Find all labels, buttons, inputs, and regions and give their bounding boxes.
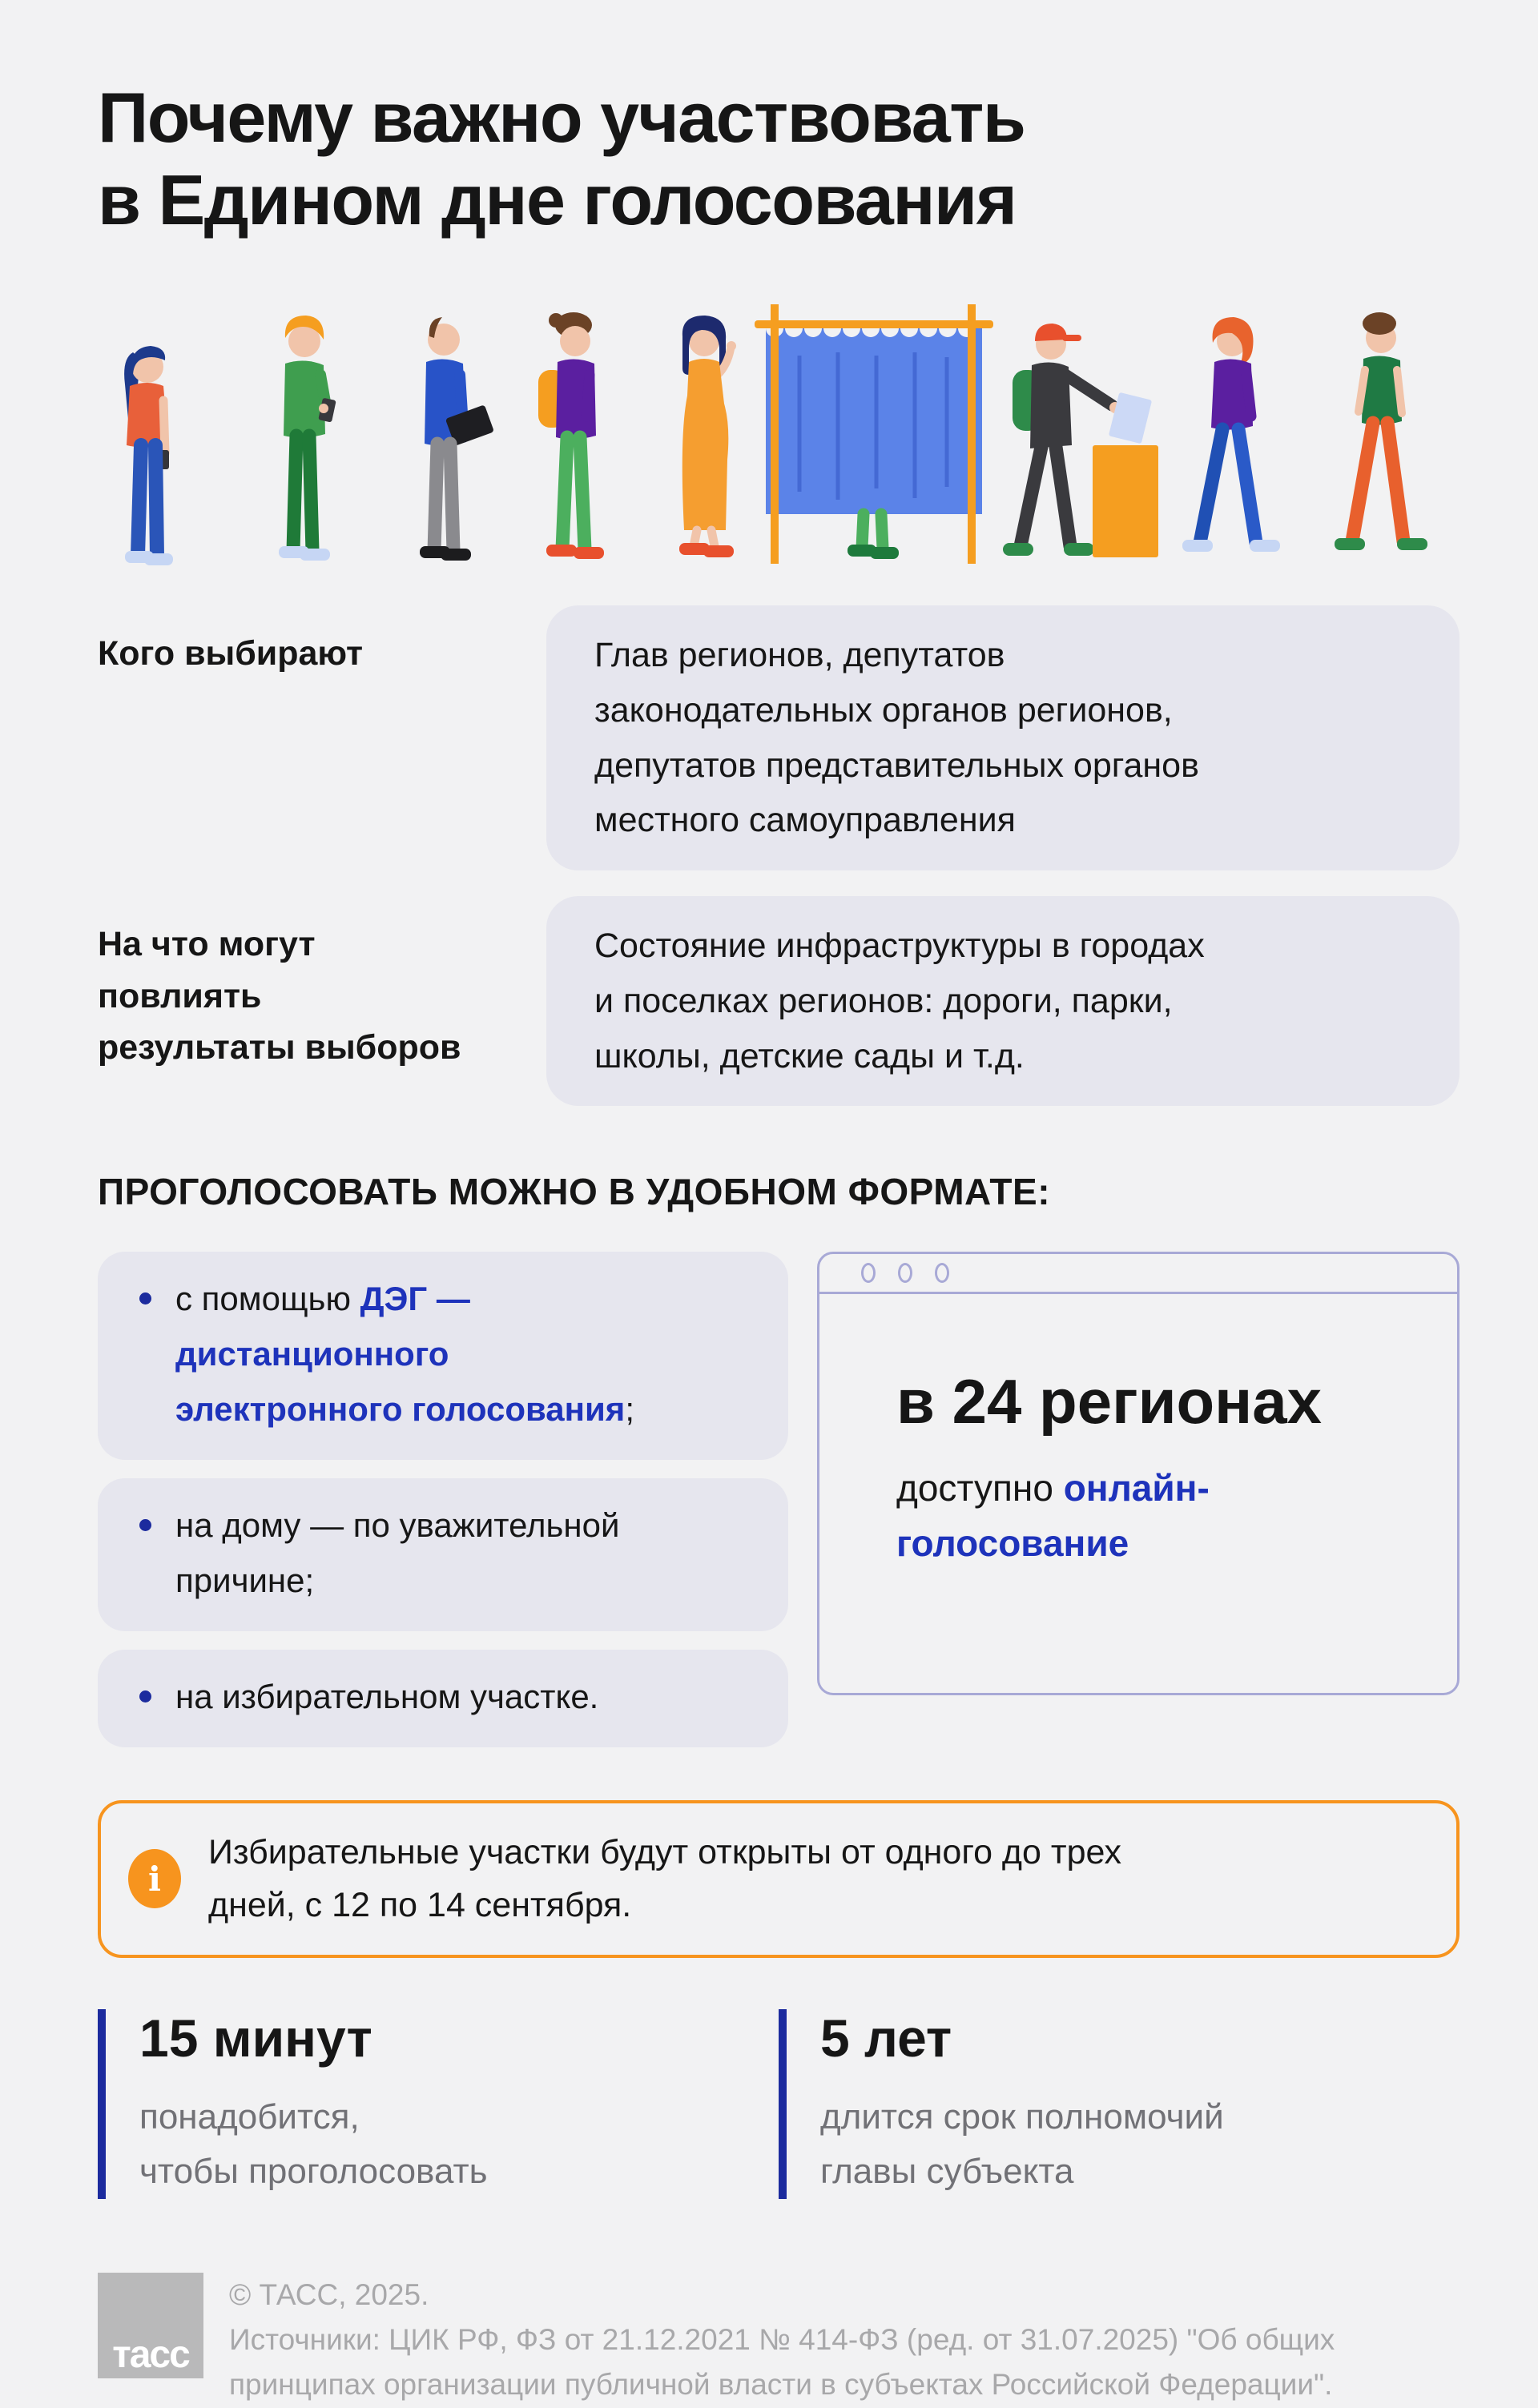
format-item-deg-text: с помощью ДЭГ — дистанционного электронного голосования; bbox=[175, 1280, 634, 1429]
voting-queue-illustration bbox=[98, 291, 1459, 580]
format-item-home-text: на дому — по уважительной причине; bbox=[175, 1506, 620, 1599]
stats-row bbox=[98, 2009, 1459, 2199]
notice-text: Избирательные участки будут открыты от одного до трех дней, с 12 по 14 сентября. bbox=[208, 1832, 1121, 1925]
qa-row-impact bbox=[98, 896, 1459, 1106]
online-voting-link[interactable]: онлайн- голосование bbox=[896, 1467, 1210, 1565]
person-woman-walking bbox=[1182, 317, 1280, 552]
formats-heading: ПРОГОЛОСОВАТЬ МОЖНО В УДОБНОМ ФОРМАТЕ: bbox=[98, 1171, 1051, 1213]
copyright: © ТАСС, 2025. bbox=[229, 2277, 429, 2311]
sources-line-2: принципах организации публичной власти в субъектах Российской Федерации". bbox=[229, 2368, 1333, 2402]
page-title bbox=[98, 77, 1459, 242]
voting-booth bbox=[755, 304, 993, 564]
browser-dot-icon bbox=[935, 1263, 949, 1283]
qa-label-who: Кого выбирают bbox=[98, 633, 364, 673]
voting-formats-list bbox=[98, 1252, 788, 1747]
info-icon: i bbox=[128, 1849, 181, 1908]
person-woman-ponytail bbox=[124, 346, 173, 565]
browser-content bbox=[819, 1294, 1457, 1571]
format-item-deg bbox=[98, 1252, 788, 1460]
footer-text bbox=[229, 2273, 1335, 2408]
browser-dot-icon bbox=[861, 1263, 876, 1283]
format-item-station-text: на избирательном участке. bbox=[175, 1677, 599, 1715]
title-line-2: в Едином дне голосования bbox=[98, 159, 1017, 239]
browser-title-bar bbox=[819, 1254, 1457, 1294]
browser-window-card bbox=[817, 1252, 1459, 1695]
stat-minutes-value: 15 минут bbox=[139, 2008, 372, 2068]
qa-answer-who: Глав регионов, депутатов законодательных органов регионов, депутатов представительных органов местного самоуправления bbox=[546, 605, 1459, 870]
stat-years-caption: длится срок полномочий главы субъекта bbox=[820, 2096, 1224, 2191]
voting-queue-svg bbox=[98, 291, 1459, 580]
format-item-home bbox=[98, 1478, 788, 1631]
info-notice bbox=[98, 1800, 1459, 1958]
ballot-box bbox=[1093, 392, 1158, 557]
person-man-phone bbox=[279, 316, 336, 561]
tass-logo: тасс bbox=[98, 2273, 203, 2378]
stat-years-value: 5 лет bbox=[820, 2008, 952, 2068]
title-line-1: Почему важно участвовать bbox=[98, 78, 1025, 157]
stat-minutes-caption: понадобится, чтобы проголосовать bbox=[139, 2096, 488, 2191]
qa-label-impact: На что могут повлиять результаты выборов bbox=[98, 925, 461, 1067]
formats-columns bbox=[98, 1252, 1459, 1747]
footer bbox=[98, 2273, 1459, 2408]
deg-link[interactable]: ДЭГ — дистанционного электронного голосования bbox=[175, 1280, 626, 1429]
format-item-station bbox=[98, 1650, 788, 1747]
stat-years bbox=[779, 2009, 1459, 2199]
person-man-walking bbox=[1335, 312, 1427, 550]
regions-subtext: доступно онлайн- голосование bbox=[896, 1467, 1210, 1565]
browser-dot-icon bbox=[898, 1263, 912, 1283]
person-woman-backpack bbox=[538, 312, 604, 559]
qa-row-who bbox=[98, 605, 1459, 870]
stat-minutes bbox=[98, 2009, 779, 2199]
person-woman-dress bbox=[679, 316, 736, 557]
sources-line-1: Источники: ЦИК РФ, ФЗ от 21.12.2021 № 414-ФЗ (ред. от 31.07.2025) "Об общих bbox=[229, 2323, 1335, 2357]
qa-answer-impact: Состояние инфраструктуры в городах и поселках регионов: дороги, парки, школы, детские сады и т.д. bbox=[546, 896, 1459, 1106]
qa-section bbox=[98, 605, 1459, 1107]
regions-count: в 24 регионах bbox=[896, 1366, 1323, 1437]
person-man-folder bbox=[420, 317, 494, 561]
